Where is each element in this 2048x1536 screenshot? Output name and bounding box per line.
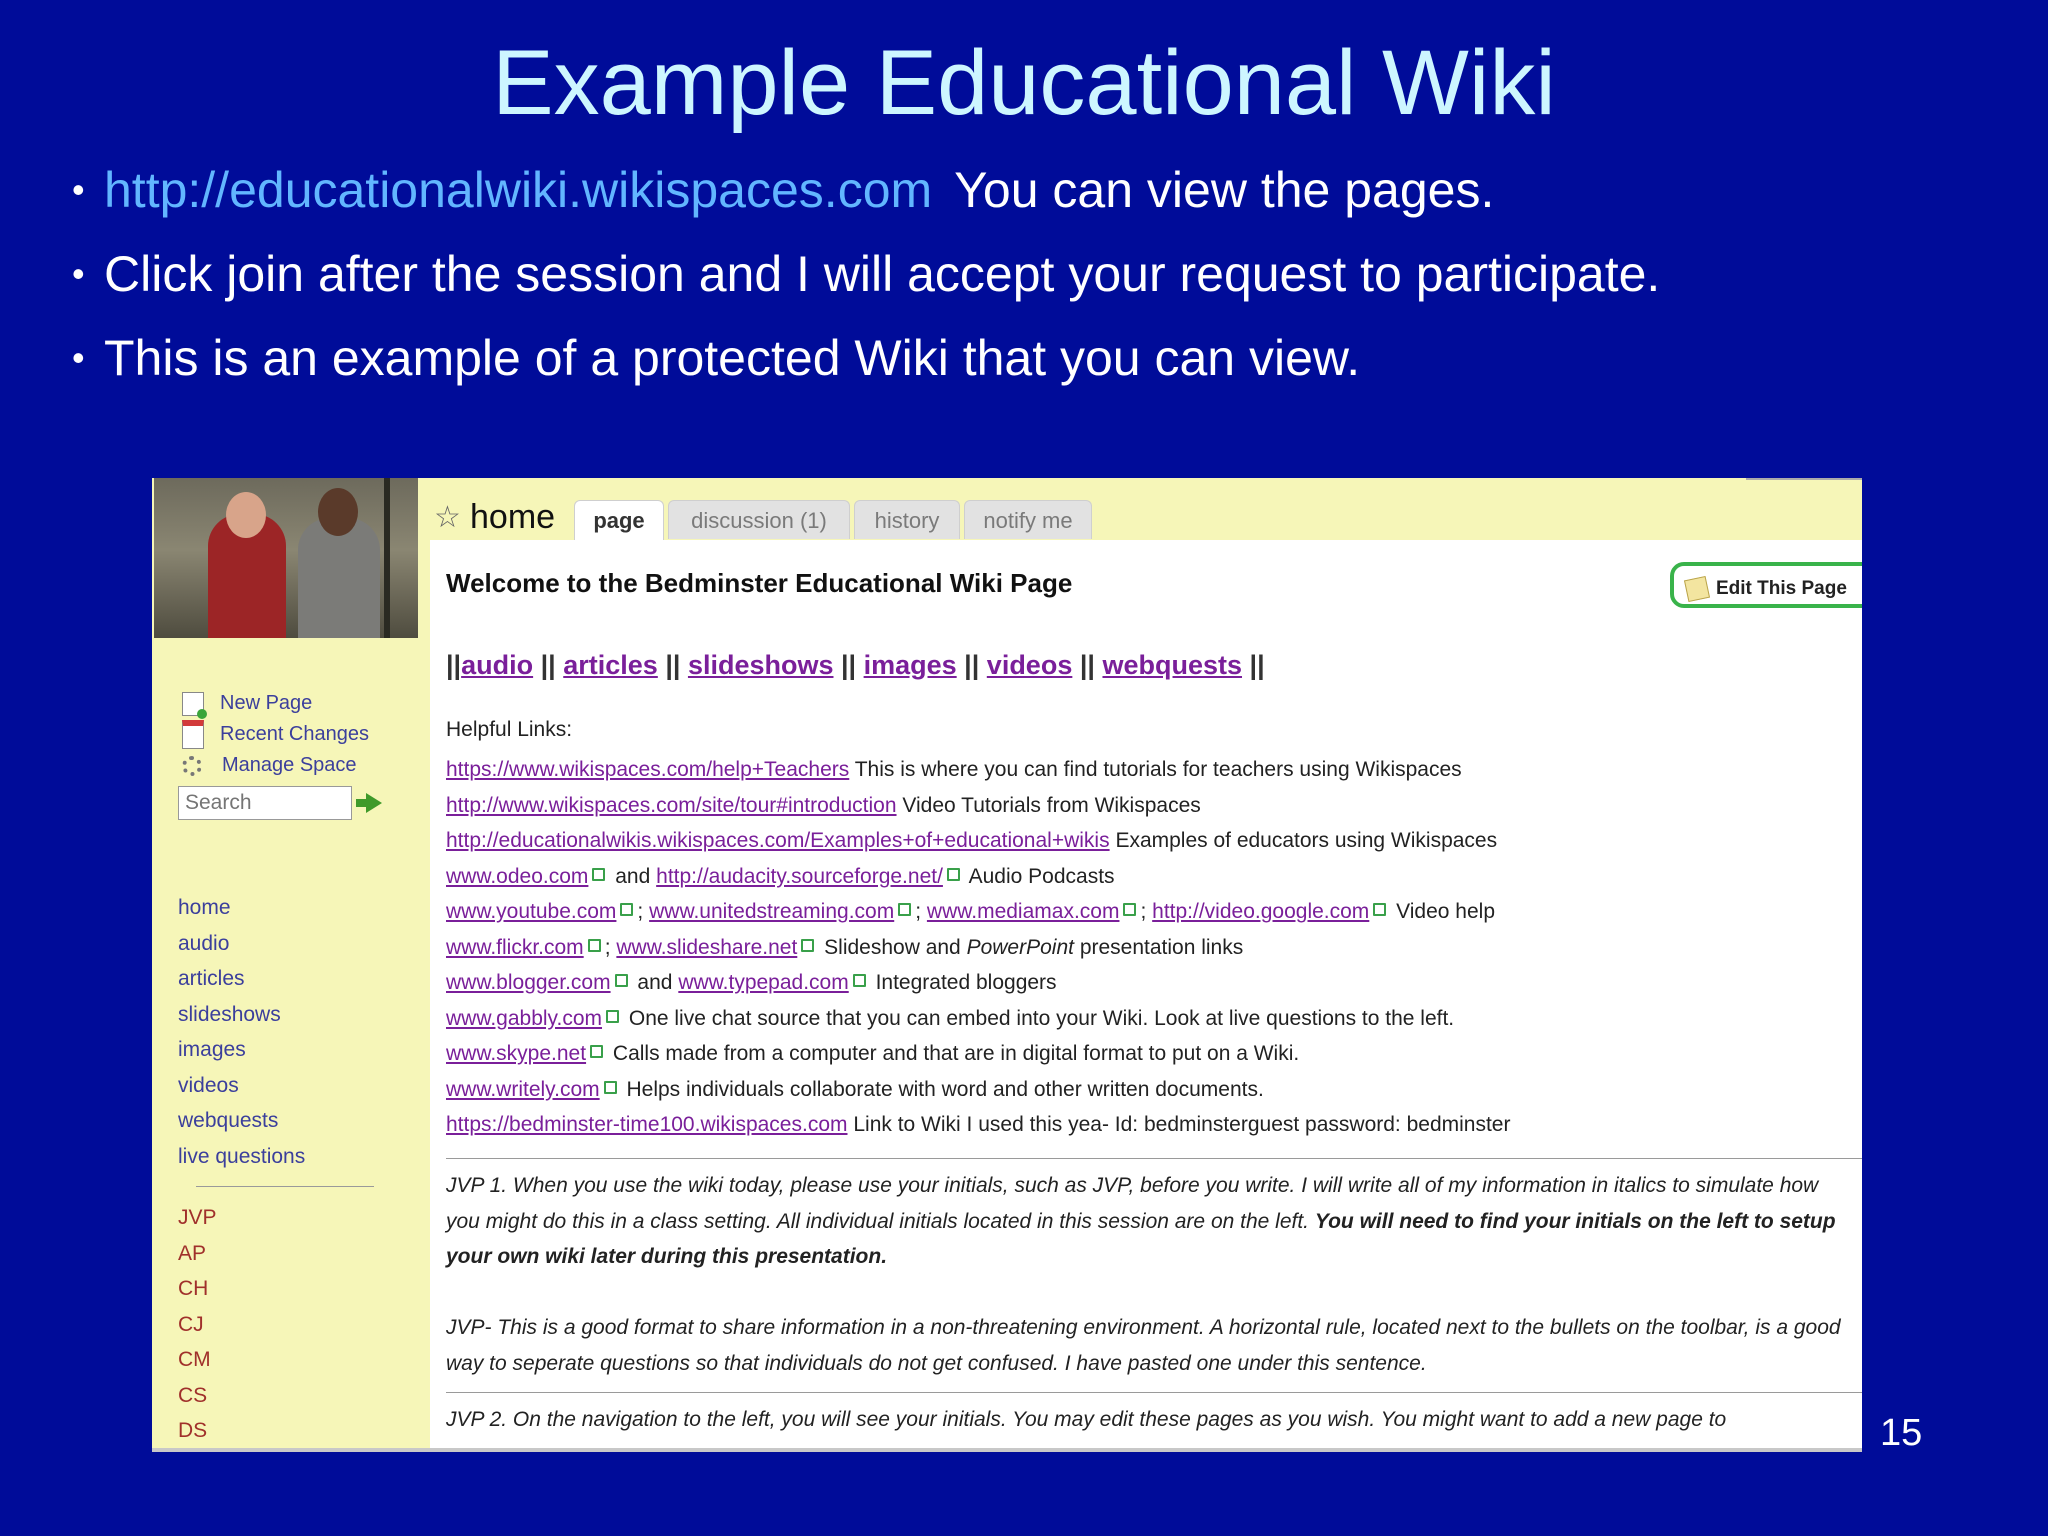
header-photo xyxy=(154,478,418,638)
help-link[interactable]: www.slideshare.net xyxy=(616,935,798,959)
list-item: http://educationalwikis.wikispaces.com/Examples+of+educational+wikis Examples of educators using Wikispaces xyxy=(446,829,1498,852)
tab-history[interactable]: history xyxy=(854,500,960,539)
list-item: www.writely.com Helps individuals collaborate with word and other written documents. xyxy=(446,1077,1264,1101)
horizontal-rule xyxy=(446,1158,1862,1159)
external-link-icon xyxy=(1373,903,1386,916)
sidebar-tools xyxy=(182,688,369,781)
content-link-images[interactable]: images xyxy=(863,650,957,680)
external-link-icon xyxy=(615,974,628,987)
sidebar-item-ch[interactable]: CH xyxy=(178,1277,209,1300)
bullet-dot-icon: • xyxy=(72,169,85,210)
content-link-webquests[interactable]: webquests xyxy=(1102,650,1243,680)
top-border xyxy=(1746,478,1862,480)
horizontal-rule xyxy=(446,1392,1862,1393)
help-link[interactable]: www.typepad.com xyxy=(678,971,849,994)
sidebar-item-videos[interactable]: videos xyxy=(178,1073,239,1097)
list-item: www.skype.net Calls made from a computer and that are in digital format to put on a Wiki. xyxy=(446,1042,1300,1065)
sidebar-tool-recent-changes[interactable]: Recent Changes xyxy=(182,719,369,750)
bullet-3-text: This is an example of a protected Wiki that you can view. xyxy=(104,330,1361,386)
bullet-3 xyxy=(72,316,2022,400)
help-link[interactable]: www.youtube.com xyxy=(446,900,617,923)
sidebar-item-cs[interactable]: CS xyxy=(178,1383,208,1407)
sidebar-item-cj[interactable]: CJ xyxy=(178,1312,204,1336)
external-link-icon xyxy=(1123,903,1136,916)
edit-page-button[interactable]: Edit This Page xyxy=(1670,562,1862,608)
gear-icon xyxy=(182,756,202,776)
help-link[interactable]: www.flickr.com xyxy=(446,935,584,959)
external-link-icon xyxy=(588,939,601,952)
bullet-list xyxy=(72,148,2022,400)
help-link[interactable]: www.gabbly.com xyxy=(446,1006,603,1030)
help-link[interactable]: www.unitedstreaming.com xyxy=(649,900,895,923)
external-link-icon xyxy=(947,868,960,881)
pencil-icon xyxy=(1684,576,1710,602)
help-link[interactable]: http://educationalwikis.wikispaces.com/Examples+of+educational+wikis xyxy=(446,829,1110,852)
list-item: www.blogger.com and www.typepad.com Integrated bloggers xyxy=(446,971,1057,994)
list-item: https://bedminster-time100.wikispaces.com Link to Wiki I used this yea- Id: bedminsterguest password: bedminster xyxy=(446,1113,1511,1136)
search-row xyxy=(178,786,382,820)
sidebar-item-jvp[interactable]: JVP xyxy=(178,1206,217,1229)
help-link[interactable]: https://bedminster-time100.wikispaces.com xyxy=(446,1113,848,1136)
list-item: www.odeo.com and http://audacity.sourceforge.net/ Audio Podcasts xyxy=(446,864,1115,888)
page-content xyxy=(430,540,1862,1450)
sidebar-item-articles[interactable]: articles xyxy=(178,967,245,990)
help-link[interactable]: www.mediamax.com xyxy=(926,900,1120,923)
external-link-icon xyxy=(620,903,633,916)
jvp-paragraph-format: JVP- This is a good format to share information in a non-threatening environment. A horizontal rule, located next to the bullets on the toolbar, is a good way to seperate questions so that individuals do not get confused. I have pasted one under this sentence. xyxy=(446,1316,1841,1375)
help-link[interactable]: http://video.google.com xyxy=(1152,900,1370,923)
sidebar-item-webquests[interactable]: webquests xyxy=(178,1109,279,1132)
calendar-icon xyxy=(182,720,204,749)
external-link-icon xyxy=(590,1045,603,1058)
bullet-1-text: You can view the pages. xyxy=(954,162,1495,218)
help-link[interactable]: www.odeo.com xyxy=(446,864,589,888)
page-title: home xyxy=(470,498,556,536)
sidebar-initials xyxy=(178,1200,217,1449)
slide-title: Example Educational Wiki xyxy=(492,32,1556,134)
new-page-icon xyxy=(182,692,204,716)
wiki-url-link[interactable]: http://educationalwiki.wikispaces.com xyxy=(104,162,933,218)
help-link[interactable]: www.skype.net xyxy=(446,1042,587,1065)
jvp-paragraph-2: JVP 2. On the navigation to the left, you will see your initials. You may edit these pages as you wish. You might want to add a new page to xyxy=(446,1408,1727,1431)
external-link-icon xyxy=(898,903,911,916)
tab-discussion[interactable]: discussion (1) xyxy=(668,500,850,539)
list-item: https://www.wikispaces.com/help+Teachers This is where you can find tutorials for teachers using Wikispaces xyxy=(446,758,1462,781)
content-link-videos[interactable]: videos xyxy=(986,650,1073,680)
sidebar-item-ds[interactable]: DS xyxy=(178,1419,208,1442)
sidebar-item-home[interactable]: home xyxy=(178,896,231,919)
help-link[interactable]: http://audacity.sourceforge.net/ xyxy=(656,864,943,888)
tab-notify-me[interactable]: notify me xyxy=(964,500,1092,539)
bullet-2-text: Click join after the session and I will accept your request to participate. xyxy=(104,246,1661,302)
sidebar-item-cm[interactable]: CM xyxy=(178,1348,211,1371)
external-link-icon xyxy=(801,939,814,952)
content-link-slideshows[interactable]: slideshows xyxy=(687,650,834,680)
welcome-heading: Welcome to the Bedminster Educational Wiki Page xyxy=(446,568,1073,598)
sidebar-tool-manage-space[interactable]: Manage Space xyxy=(182,750,369,781)
sidebar-item-ap[interactable]: AP xyxy=(178,1241,207,1265)
external-link-icon xyxy=(604,1081,617,1094)
list-item: www.flickr.com ; www.slideshare.net Slideshow and PowerPoint presentation links xyxy=(446,935,1244,959)
go-arrow-icon[interactable] xyxy=(366,793,382,813)
screenshot-bottom-edge xyxy=(152,1448,1862,1452)
tab-page[interactable]: page xyxy=(574,500,664,543)
sidebar-item-live-questions[interactable]: live questions xyxy=(178,1144,306,1168)
help-link[interactable]: https://www.wikispaces.com/help+Teachers xyxy=(446,758,850,781)
content-nav-links: ||audio || articles || slideshows || images || videos || webquests || xyxy=(446,650,1265,680)
sidebar-item-images[interactable]: images xyxy=(178,1038,246,1061)
external-link-icon xyxy=(853,974,866,987)
list-item: www.gabbly.com One live chat source that you can embed into your Wiki. Look at live questions to the left. xyxy=(446,1006,1455,1030)
sidebar-tool-new-page[interactable]: New Page xyxy=(182,688,369,719)
star-icon[interactable]: ☆ xyxy=(434,501,461,534)
list-item: www.youtube.com ; www.unitedstreaming.com ; www.mediamax.com ; http://video.google.com Video help xyxy=(446,900,1496,923)
external-link-icon xyxy=(606,1010,619,1023)
sidebar-item-slideshows[interactable]: slideshows xyxy=(178,1002,281,1026)
search-input[interactable] xyxy=(178,786,352,820)
sidebar-divider xyxy=(196,1186,374,1187)
jvp-paragraph-1: JVP 1. When you use the wiki today, please use your initials, such as JVP, before you write. I will write all of my information in italics to simulate how you might do this in a class setting. All individual initials located in this session are on the left. You will need to find your initials on the left to setup your own wiki later during this presentation. xyxy=(446,1174,1836,1268)
content-link-audio[interactable]: audio xyxy=(461,650,534,680)
help-link[interactable]: http://www.wikispaces.com/site/tour#introduction xyxy=(446,793,897,817)
sidebar-nav xyxy=(178,890,305,1174)
help-link[interactable]: www.blogger.com xyxy=(446,971,611,994)
bullet-dot-icon: • xyxy=(72,253,85,294)
slide-page-number: 15 xyxy=(1880,1412,1923,1454)
helpful-links-heading: Helpful Links: xyxy=(446,718,573,741)
helpful-links-list xyxy=(446,752,1510,1143)
bullet-1 xyxy=(72,148,2022,232)
wiki-screenshot xyxy=(152,478,1862,1450)
external-link-icon xyxy=(592,868,605,881)
content-link-articles[interactable]: articles xyxy=(563,650,658,680)
bullet-dot-icon: • xyxy=(72,337,85,378)
list-item: http://www.wikispaces.com/site/tour#introduction Video Tutorials from Wikispaces xyxy=(446,793,1201,817)
help-link[interactable]: www.writely.com xyxy=(446,1077,600,1101)
bullet-2 xyxy=(72,232,2022,316)
sidebar-item-audio[interactable]: audio xyxy=(178,931,230,955)
